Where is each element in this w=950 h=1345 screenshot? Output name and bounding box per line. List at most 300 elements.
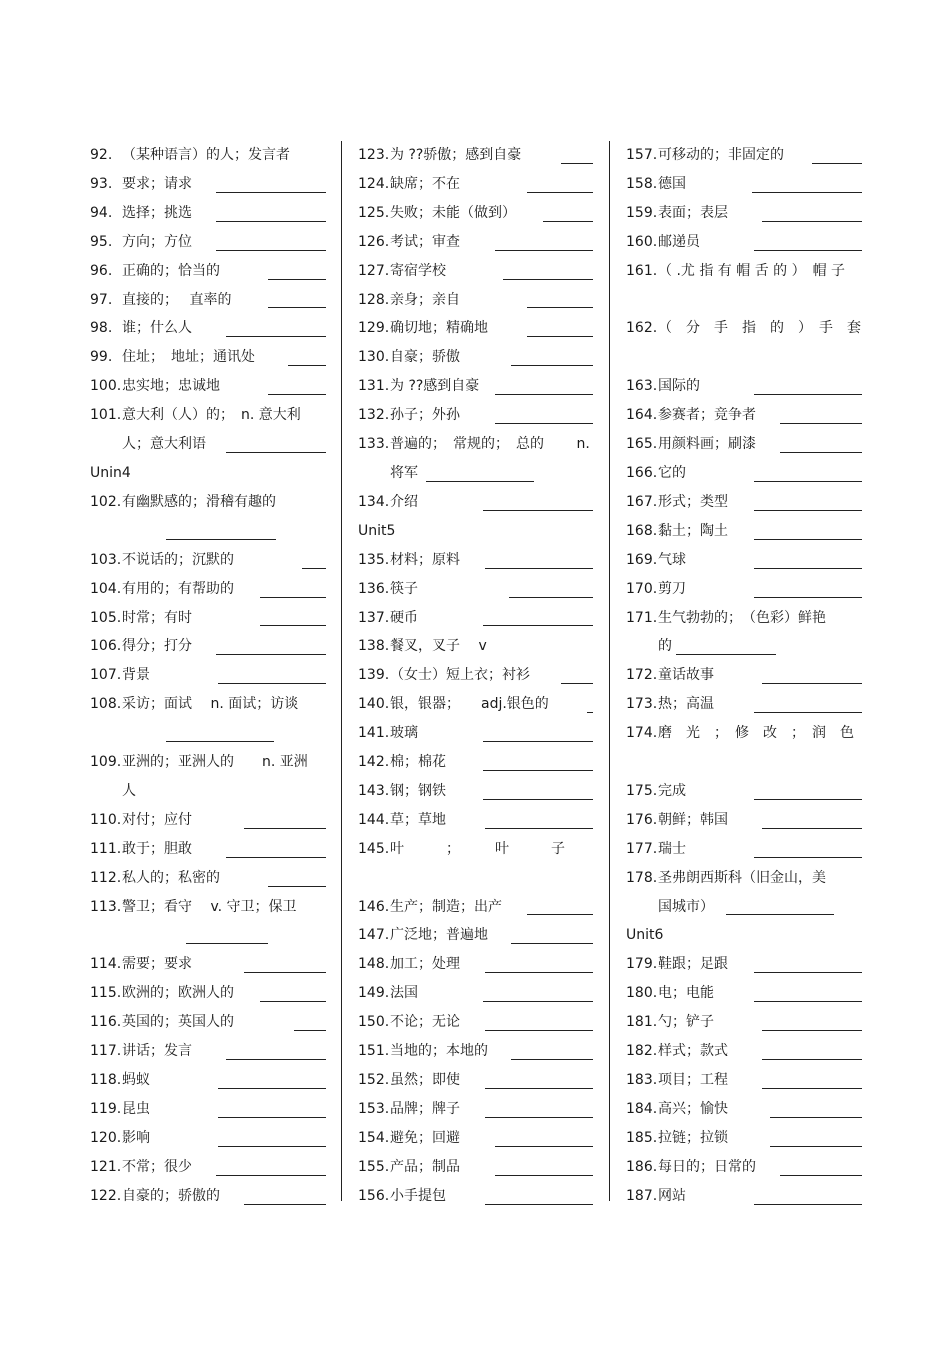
answer-blank[interactable] bbox=[216, 1175, 326, 1176]
entry-meaning: 对付；应付 bbox=[122, 811, 192, 828]
entry-meaning: 热；高温 bbox=[658, 696, 714, 713]
answer-blank[interactable] bbox=[244, 828, 326, 829]
vocab-entry bbox=[90, 1182, 326, 1211]
answer-blank[interactable] bbox=[762, 683, 862, 684]
vocab-entry bbox=[90, 257, 326, 286]
answer-blank[interactable] bbox=[166, 741, 274, 742]
entry-number: 177. bbox=[626, 840, 658, 857]
entry-number: 103. bbox=[90, 551, 122, 568]
entry-number: 94. bbox=[90, 204, 113, 221]
answer-blank[interactable] bbox=[770, 1146, 862, 1147]
entry-meaning: （女士）短上衣；衬衫 bbox=[390, 667, 530, 684]
answer-blank[interactable] bbox=[226, 857, 326, 858]
answer-blank[interactable] bbox=[754, 712, 862, 713]
entry-number: 163. bbox=[626, 378, 658, 395]
answer-line-row bbox=[626, 343, 862, 372]
answer-blank[interactable] bbox=[780, 1175, 862, 1176]
entry-number: 185. bbox=[626, 1129, 658, 1146]
answer-blank[interactable] bbox=[754, 539, 862, 540]
entry-number: 129. bbox=[358, 320, 390, 337]
entry-meaning-continued: 国城市） bbox=[658, 898, 714, 915]
entry-number: 140. bbox=[358, 696, 390, 713]
answer-blank[interactable] bbox=[244, 1204, 326, 1205]
answer-blank[interactable] bbox=[726, 914, 834, 915]
entry-meaning: 英国的；英国人的 bbox=[122, 1014, 234, 1031]
entry-number: 96. bbox=[90, 262, 113, 279]
answer-blank[interactable] bbox=[485, 1030, 593, 1031]
answer-blank[interactable] bbox=[495, 1175, 593, 1176]
answer-blank[interactable] bbox=[511, 943, 593, 944]
vocab-entry bbox=[90, 661, 326, 690]
answer-blank[interactable] bbox=[268, 307, 326, 308]
entry-meaning: 它的 bbox=[658, 464, 686, 481]
entry-meaning: 住址； 地址；通讯处 bbox=[122, 349, 255, 366]
vocab-entry bbox=[90, 372, 326, 401]
entry-meaning: 草；草地 bbox=[390, 811, 446, 828]
answer-blank[interactable] bbox=[216, 192, 326, 193]
entry-number: 161. bbox=[626, 262, 658, 279]
entry-meaning-continued-row bbox=[90, 430, 326, 459]
answer-blank[interactable] bbox=[166, 539, 276, 540]
entry-meaning: 每日的；日常的 bbox=[658, 1158, 756, 1175]
entry-number: 126. bbox=[358, 233, 390, 250]
entry-number: 149. bbox=[358, 985, 390, 1002]
entry-meaning: 缺席；不在 bbox=[390, 175, 460, 192]
answer-blank[interactable] bbox=[754, 250, 862, 251]
entry-meaning: 叶 ； 叶 子 bbox=[390, 840, 565, 857]
answer-blank[interactable] bbox=[762, 1088, 862, 1089]
answer-blank[interactable] bbox=[754, 394, 862, 395]
vocab-entry bbox=[626, 979, 862, 1008]
vocab-entry bbox=[626, 372, 862, 401]
entry-meaning: 得分；打分 bbox=[122, 638, 192, 655]
answer-blank[interactable] bbox=[561, 683, 593, 684]
answer-blank[interactable] bbox=[587, 712, 593, 713]
entry-number: 179. bbox=[626, 956, 658, 973]
entry-number: 150. bbox=[358, 1014, 390, 1031]
entry-meaning-continued: 将军 bbox=[390, 464, 418, 481]
answer-line-row bbox=[90, 517, 326, 546]
entry-number: 114. bbox=[90, 956, 122, 973]
entry-meaning: 直接的； 直率的 bbox=[122, 291, 232, 308]
entry-meaning: 法国 bbox=[390, 985, 418, 1002]
answer-blank[interactable] bbox=[216, 250, 326, 251]
entry-number: 182. bbox=[626, 1043, 658, 1060]
answer-blank[interactable] bbox=[216, 221, 326, 222]
answer-blank[interactable] bbox=[226, 336, 326, 337]
answer-blank[interactable] bbox=[485, 828, 593, 829]
entry-number: 118. bbox=[90, 1072, 122, 1088]
entry-number: 98. bbox=[90, 320, 113, 337]
entry-number: 158. bbox=[626, 175, 658, 192]
answer-blank[interactable] bbox=[527, 336, 593, 337]
entry-number: 133. bbox=[358, 436, 390, 453]
vocab-entry bbox=[626, 1153, 862, 1182]
entry-number: 168. bbox=[626, 522, 658, 539]
entry-meaning: 小手提包 bbox=[390, 1187, 446, 1204]
answer-blank[interactable] bbox=[218, 1088, 326, 1089]
entry-meaning: 忠实地；忠诚地 bbox=[122, 378, 220, 395]
unit-heading: Unit5 bbox=[358, 522, 396, 539]
entry-number: 135. bbox=[358, 551, 390, 568]
answer-blank[interactable] bbox=[483, 741, 593, 742]
entry-number: 156. bbox=[358, 1187, 390, 1204]
entry-meaning: 完成 bbox=[658, 782, 686, 799]
answer-blank[interactable] bbox=[483, 799, 593, 800]
vocab-entry bbox=[90, 1095, 326, 1124]
entry-meaning: 黏土；陶土 bbox=[658, 522, 728, 539]
answer-blank[interactable] bbox=[218, 1146, 326, 1147]
answer-blank[interactable] bbox=[495, 394, 593, 395]
entry-number: 95. bbox=[90, 233, 113, 250]
entry-number: 138. bbox=[358, 638, 390, 655]
vocab-entry bbox=[90, 1008, 326, 1037]
entry-number: 132. bbox=[358, 407, 390, 424]
answer-blank[interactable] bbox=[485, 1088, 593, 1089]
vocab-entry bbox=[626, 459, 862, 488]
entry-number: 139. bbox=[358, 667, 390, 684]
entry-number: 142. bbox=[358, 754, 390, 771]
vocab-entry bbox=[626, 1124, 862, 1153]
vocab-entry bbox=[90, 314, 326, 343]
answer-blank[interactable] bbox=[216, 654, 326, 655]
entry-number: 120. bbox=[90, 1129, 122, 1146]
entry-meaning: 剪刀 bbox=[658, 580, 686, 597]
entry-number: 162. bbox=[626, 320, 658, 337]
entry-number: 109. bbox=[90, 754, 122, 771]
answer-blank[interactable] bbox=[485, 1117, 593, 1118]
answer-blank[interactable] bbox=[495, 423, 593, 424]
answer-blank[interactable] bbox=[294, 1030, 326, 1031]
vocab-entry bbox=[358, 430, 593, 459]
answer-blank[interactable] bbox=[762, 1059, 862, 1060]
entry-meaning: 银，银器； adj.银色的 bbox=[390, 696, 549, 713]
answer-blank[interactable] bbox=[483, 625, 593, 626]
entry-meaning: 参赛者；竞争者 bbox=[658, 407, 756, 424]
entry-number: 145. bbox=[358, 840, 390, 857]
entry-number: 184. bbox=[626, 1100, 658, 1117]
answer-blank[interactable] bbox=[511, 1059, 593, 1060]
entry-number: 134. bbox=[358, 493, 390, 510]
entry-meaning: 普遍的； 常规的； 总的 n. bbox=[390, 436, 590, 453]
entry-number: 143. bbox=[358, 782, 390, 799]
vocab-entry bbox=[90, 1124, 326, 1153]
answer-blank[interactable] bbox=[426, 481, 534, 482]
vocab-column-2 bbox=[358, 141, 593, 1211]
vocab-entry bbox=[90, 604, 326, 633]
vocab-entry bbox=[358, 661, 593, 690]
vocab-column-1 bbox=[90, 141, 326, 1211]
entry-meaning: 选择；挑选 bbox=[122, 204, 192, 221]
answer-blank[interactable] bbox=[754, 857, 862, 858]
vocab-entry bbox=[358, 777, 593, 806]
vocab-entry bbox=[626, 1008, 862, 1037]
entry-meaning: 不论；无论 bbox=[390, 1014, 460, 1031]
vocab-entry bbox=[90, 1153, 326, 1182]
vocab-entry bbox=[90, 632, 326, 661]
entry-number: 124. bbox=[358, 175, 390, 192]
entry-meaning: 不说话的；沉默的 bbox=[122, 551, 234, 568]
entry-meaning: 筷子 bbox=[390, 580, 418, 597]
answer-blank[interactable] bbox=[485, 568, 593, 569]
vocab-entry bbox=[626, 835, 862, 864]
column-divider bbox=[341, 141, 342, 1201]
vocab-entry bbox=[626, 1037, 862, 1066]
entry-meaning: 朝鲜；韩国 bbox=[658, 811, 728, 828]
vocab-entry bbox=[626, 806, 862, 835]
vocab-entry bbox=[358, 1008, 593, 1037]
vocab-column-3 bbox=[626, 141, 862, 1211]
entry-meaning: 当地的；本地的 bbox=[390, 1043, 488, 1060]
answer-blank[interactable] bbox=[483, 770, 593, 771]
entry-meaning: 邮递员 bbox=[658, 233, 700, 250]
entry-meaning: 虽然；即使 bbox=[390, 1072, 460, 1088]
vocab-entry bbox=[626, 690, 862, 719]
answer-blank[interactable] bbox=[754, 568, 862, 569]
entry-number: 113. bbox=[90, 898, 122, 915]
entry-meaning: 勺；铲子 bbox=[658, 1014, 714, 1031]
vocab-entry bbox=[626, 488, 862, 517]
entry-meaning: 考试；审查 bbox=[390, 233, 460, 250]
vocab-entry bbox=[358, 719, 593, 748]
answer-blank[interactable] bbox=[485, 1204, 593, 1205]
vocab-entry bbox=[358, 950, 593, 979]
vocab-entry bbox=[90, 141, 326, 170]
entry-meaning: （ 分 手 指 的 ） 手 套 bbox=[658, 320, 861, 337]
entry-meaning: 自豪的；骄傲的 bbox=[122, 1187, 220, 1204]
vocab-entry bbox=[358, 343, 593, 372]
entry-number: 123. bbox=[358, 147, 390, 163]
entry-meaning: 私人的；私密的 bbox=[122, 869, 220, 886]
answer-blank[interactable] bbox=[260, 597, 326, 598]
vocab-entry bbox=[626, 141, 862, 170]
vocab-entry bbox=[90, 950, 326, 979]
entry-meaning: 瑞士 bbox=[658, 840, 686, 857]
answer-blank[interactable] bbox=[676, 654, 776, 655]
vocab-entry bbox=[626, 430, 862, 459]
entry-number: 148. bbox=[358, 956, 390, 973]
entry-meaning: 硬币 bbox=[390, 609, 418, 626]
entry-number: 125. bbox=[358, 204, 390, 221]
entry-meaning: 产品；制品 bbox=[390, 1158, 460, 1175]
answer-blank[interactable] bbox=[483, 1001, 593, 1002]
entry-meaning: 表面；表层 bbox=[658, 204, 728, 221]
entry-meaning: 要求；请求 bbox=[122, 175, 192, 192]
vocab-entry bbox=[358, 690, 593, 719]
entry-number: 167. bbox=[626, 493, 658, 510]
entry-number: 115. bbox=[90, 985, 122, 1002]
entry-meaning: 材料；原料 bbox=[390, 551, 460, 568]
answer-blank[interactable] bbox=[218, 683, 326, 684]
answer-blank[interactable] bbox=[244, 972, 326, 973]
entry-number: 183. bbox=[626, 1072, 658, 1088]
entry-meaning: 亚洲的；亚洲人的 n. 亚洲 bbox=[122, 754, 308, 771]
entry-meaning: 影响 bbox=[122, 1129, 150, 1146]
answer-blank[interactable] bbox=[268, 279, 326, 280]
entry-number: 106. bbox=[90, 638, 122, 655]
entry-number: 173. bbox=[626, 696, 658, 713]
vocab-entry bbox=[358, 228, 593, 257]
answer-blank[interactable] bbox=[754, 1204, 862, 1205]
answer-blank[interactable] bbox=[226, 1059, 326, 1060]
entry-meaning: 确切地；精确地 bbox=[390, 320, 488, 337]
answer-blank[interactable] bbox=[561, 163, 593, 164]
answer-blank[interactable] bbox=[511, 365, 593, 366]
vocab-entry bbox=[90, 806, 326, 835]
entry-number: 146. bbox=[358, 898, 390, 915]
entry-number: 165. bbox=[626, 436, 658, 453]
vocab-entry bbox=[90, 228, 326, 257]
entry-meaning: 采访；面试 n. 面试；访谈 bbox=[122, 696, 299, 713]
answer-blank[interactable] bbox=[754, 597, 862, 598]
unit-heading: Unit6 bbox=[626, 927, 664, 944]
vocab-entry bbox=[358, 546, 593, 575]
answer-blank[interactable] bbox=[288, 365, 326, 366]
vocab-entry bbox=[358, 1037, 593, 1066]
entry-number: 166. bbox=[626, 464, 658, 481]
entry-number: 137. bbox=[358, 609, 390, 626]
answer-blank[interactable] bbox=[754, 510, 862, 511]
vocab-entry bbox=[90, 893, 326, 922]
entry-number: 107. bbox=[90, 667, 122, 684]
vocab-entry bbox=[626, 575, 862, 604]
entry-number: 152. bbox=[358, 1072, 390, 1088]
vocab-entry bbox=[358, 632, 593, 661]
entry-number: 110. bbox=[90, 811, 122, 828]
entry-number: 122. bbox=[90, 1187, 122, 1204]
answer-blank[interactable] bbox=[527, 192, 593, 193]
entry-meaning: 钢；钢铁 bbox=[390, 782, 446, 799]
answer-blank[interactable] bbox=[527, 914, 593, 915]
answer-blank[interactable] bbox=[268, 394, 326, 395]
answer-blank[interactable] bbox=[483, 510, 593, 511]
entry-meaning: 时常；有时 bbox=[122, 609, 192, 626]
entry-number: 169. bbox=[626, 551, 658, 568]
vocab-entry bbox=[626, 661, 862, 690]
answer-blank[interactable] bbox=[527, 307, 593, 308]
entry-meaning: 亲身；亲自 bbox=[390, 291, 460, 308]
entry-meaning: 介绍 bbox=[390, 493, 418, 510]
answer-blank[interactable] bbox=[770, 1117, 862, 1118]
answer-blank[interactable] bbox=[754, 799, 862, 800]
answer-blank[interactable] bbox=[503, 279, 593, 280]
entry-meaning: 避免；回避 bbox=[390, 1129, 460, 1146]
entry-meaning: 意大利（人）的； n. 意大利 bbox=[122, 407, 301, 424]
vocab-entry bbox=[358, 979, 593, 1008]
entry-number: 164. bbox=[626, 407, 658, 424]
answer-line-row bbox=[358, 864, 593, 893]
entry-meaning: 样式；款式 bbox=[658, 1043, 728, 1060]
answer-blank[interactable] bbox=[218, 1117, 326, 1118]
unit-heading: Unin4 bbox=[90, 464, 131, 481]
entry-number: 92. bbox=[90, 147, 113, 163]
answer-blank[interactable] bbox=[268, 886, 326, 887]
entry-number: 130. bbox=[358, 349, 390, 366]
vocab-entry bbox=[90, 488, 326, 517]
vocab-entry bbox=[626, 257, 862, 286]
vocab-entry bbox=[358, 170, 593, 199]
answer-blank[interactable] bbox=[762, 828, 862, 829]
vocab-entry bbox=[90, 170, 326, 199]
entry-number: 186. bbox=[626, 1158, 658, 1175]
entry-number: 111. bbox=[90, 840, 122, 857]
entry-meaning: 有用的；有帮助的 bbox=[122, 580, 234, 597]
entry-number: 104. bbox=[90, 580, 122, 597]
entry-meaning: 可移动的；非固定的 bbox=[658, 147, 784, 163]
answer-line-row bbox=[90, 719, 326, 748]
entry-number: 119. bbox=[90, 1100, 122, 1117]
entry-number: 147. bbox=[358, 927, 390, 944]
vocab-entry bbox=[90, 199, 326, 228]
vocab-entry bbox=[626, 170, 862, 199]
entry-number: 157. bbox=[626, 147, 658, 163]
vocab-entry bbox=[90, 1037, 326, 1066]
entry-meaning-continued-row bbox=[626, 893, 862, 922]
answer-blank[interactable] bbox=[302, 568, 326, 569]
entry-meaning-continued-row bbox=[626, 632, 862, 661]
entry-meaning: 玻璃 bbox=[390, 725, 418, 742]
vocab-entry bbox=[358, 604, 593, 633]
entry-meaning: 项目；工程 bbox=[658, 1072, 728, 1088]
entry-meaning: 形式；类型 bbox=[658, 493, 728, 510]
answer-blank[interactable] bbox=[754, 972, 862, 973]
answer-blank[interactable] bbox=[762, 221, 862, 222]
entry-number: 176. bbox=[626, 811, 658, 828]
entry-meaning: 蚂蚁 bbox=[122, 1072, 150, 1088]
answer-line-row bbox=[626, 286, 862, 315]
entry-number: 172. bbox=[626, 667, 658, 684]
entry-number: 144. bbox=[358, 811, 390, 828]
answer-blank[interactable] bbox=[754, 1001, 862, 1002]
entry-number: 105. bbox=[90, 609, 122, 626]
answer-blank[interactable] bbox=[260, 1001, 326, 1002]
vocab-entry bbox=[626, 719, 862, 748]
answer-blank[interactable] bbox=[186, 943, 268, 944]
entry-number: 136. bbox=[358, 580, 390, 597]
answer-line-row bbox=[90, 921, 326, 950]
entry-number: 171. bbox=[626, 609, 658, 626]
answer-blank[interactable] bbox=[509, 597, 593, 598]
answer-blank[interactable] bbox=[754, 481, 862, 482]
entry-number: 151. bbox=[358, 1043, 390, 1060]
entry-meaning: 磨 光 ； 修 改 ； 润 色 bbox=[658, 725, 854, 742]
entry-meaning-continued: 的 bbox=[658, 638, 672, 655]
entry-number: 154. bbox=[358, 1129, 390, 1146]
answer-blank[interactable] bbox=[762, 1030, 862, 1031]
answer-blank[interactable] bbox=[752, 192, 862, 193]
vocab-entry bbox=[90, 835, 326, 864]
answer-blank[interactable] bbox=[495, 1146, 593, 1147]
entry-meaning: 国际的 bbox=[658, 378, 700, 395]
entry-number: 178. bbox=[626, 869, 658, 886]
answer-blank[interactable] bbox=[495, 250, 593, 251]
answer-blank[interactable] bbox=[260, 625, 326, 626]
entry-meaning: 为 ??感到自豪 bbox=[390, 378, 480, 395]
answer-blank[interactable] bbox=[780, 423, 862, 424]
vocab-entry bbox=[358, 1182, 593, 1211]
vocab-entry bbox=[90, 748, 326, 777]
entry-meaning: 网站 bbox=[658, 1187, 686, 1204]
vocab-entry bbox=[358, 314, 593, 343]
answer-blank[interactable] bbox=[226, 452, 326, 453]
answer-blank[interactable] bbox=[780, 452, 862, 453]
entry-meaning: 有幽默感的；滑稽有趣的 bbox=[122, 493, 276, 510]
vocab-entry bbox=[358, 141, 593, 170]
answer-blank[interactable] bbox=[543, 221, 593, 222]
answer-blank[interactable] bbox=[812, 163, 862, 164]
answer-blank[interactable] bbox=[485, 972, 593, 973]
vocab-entry bbox=[626, 199, 862, 228]
